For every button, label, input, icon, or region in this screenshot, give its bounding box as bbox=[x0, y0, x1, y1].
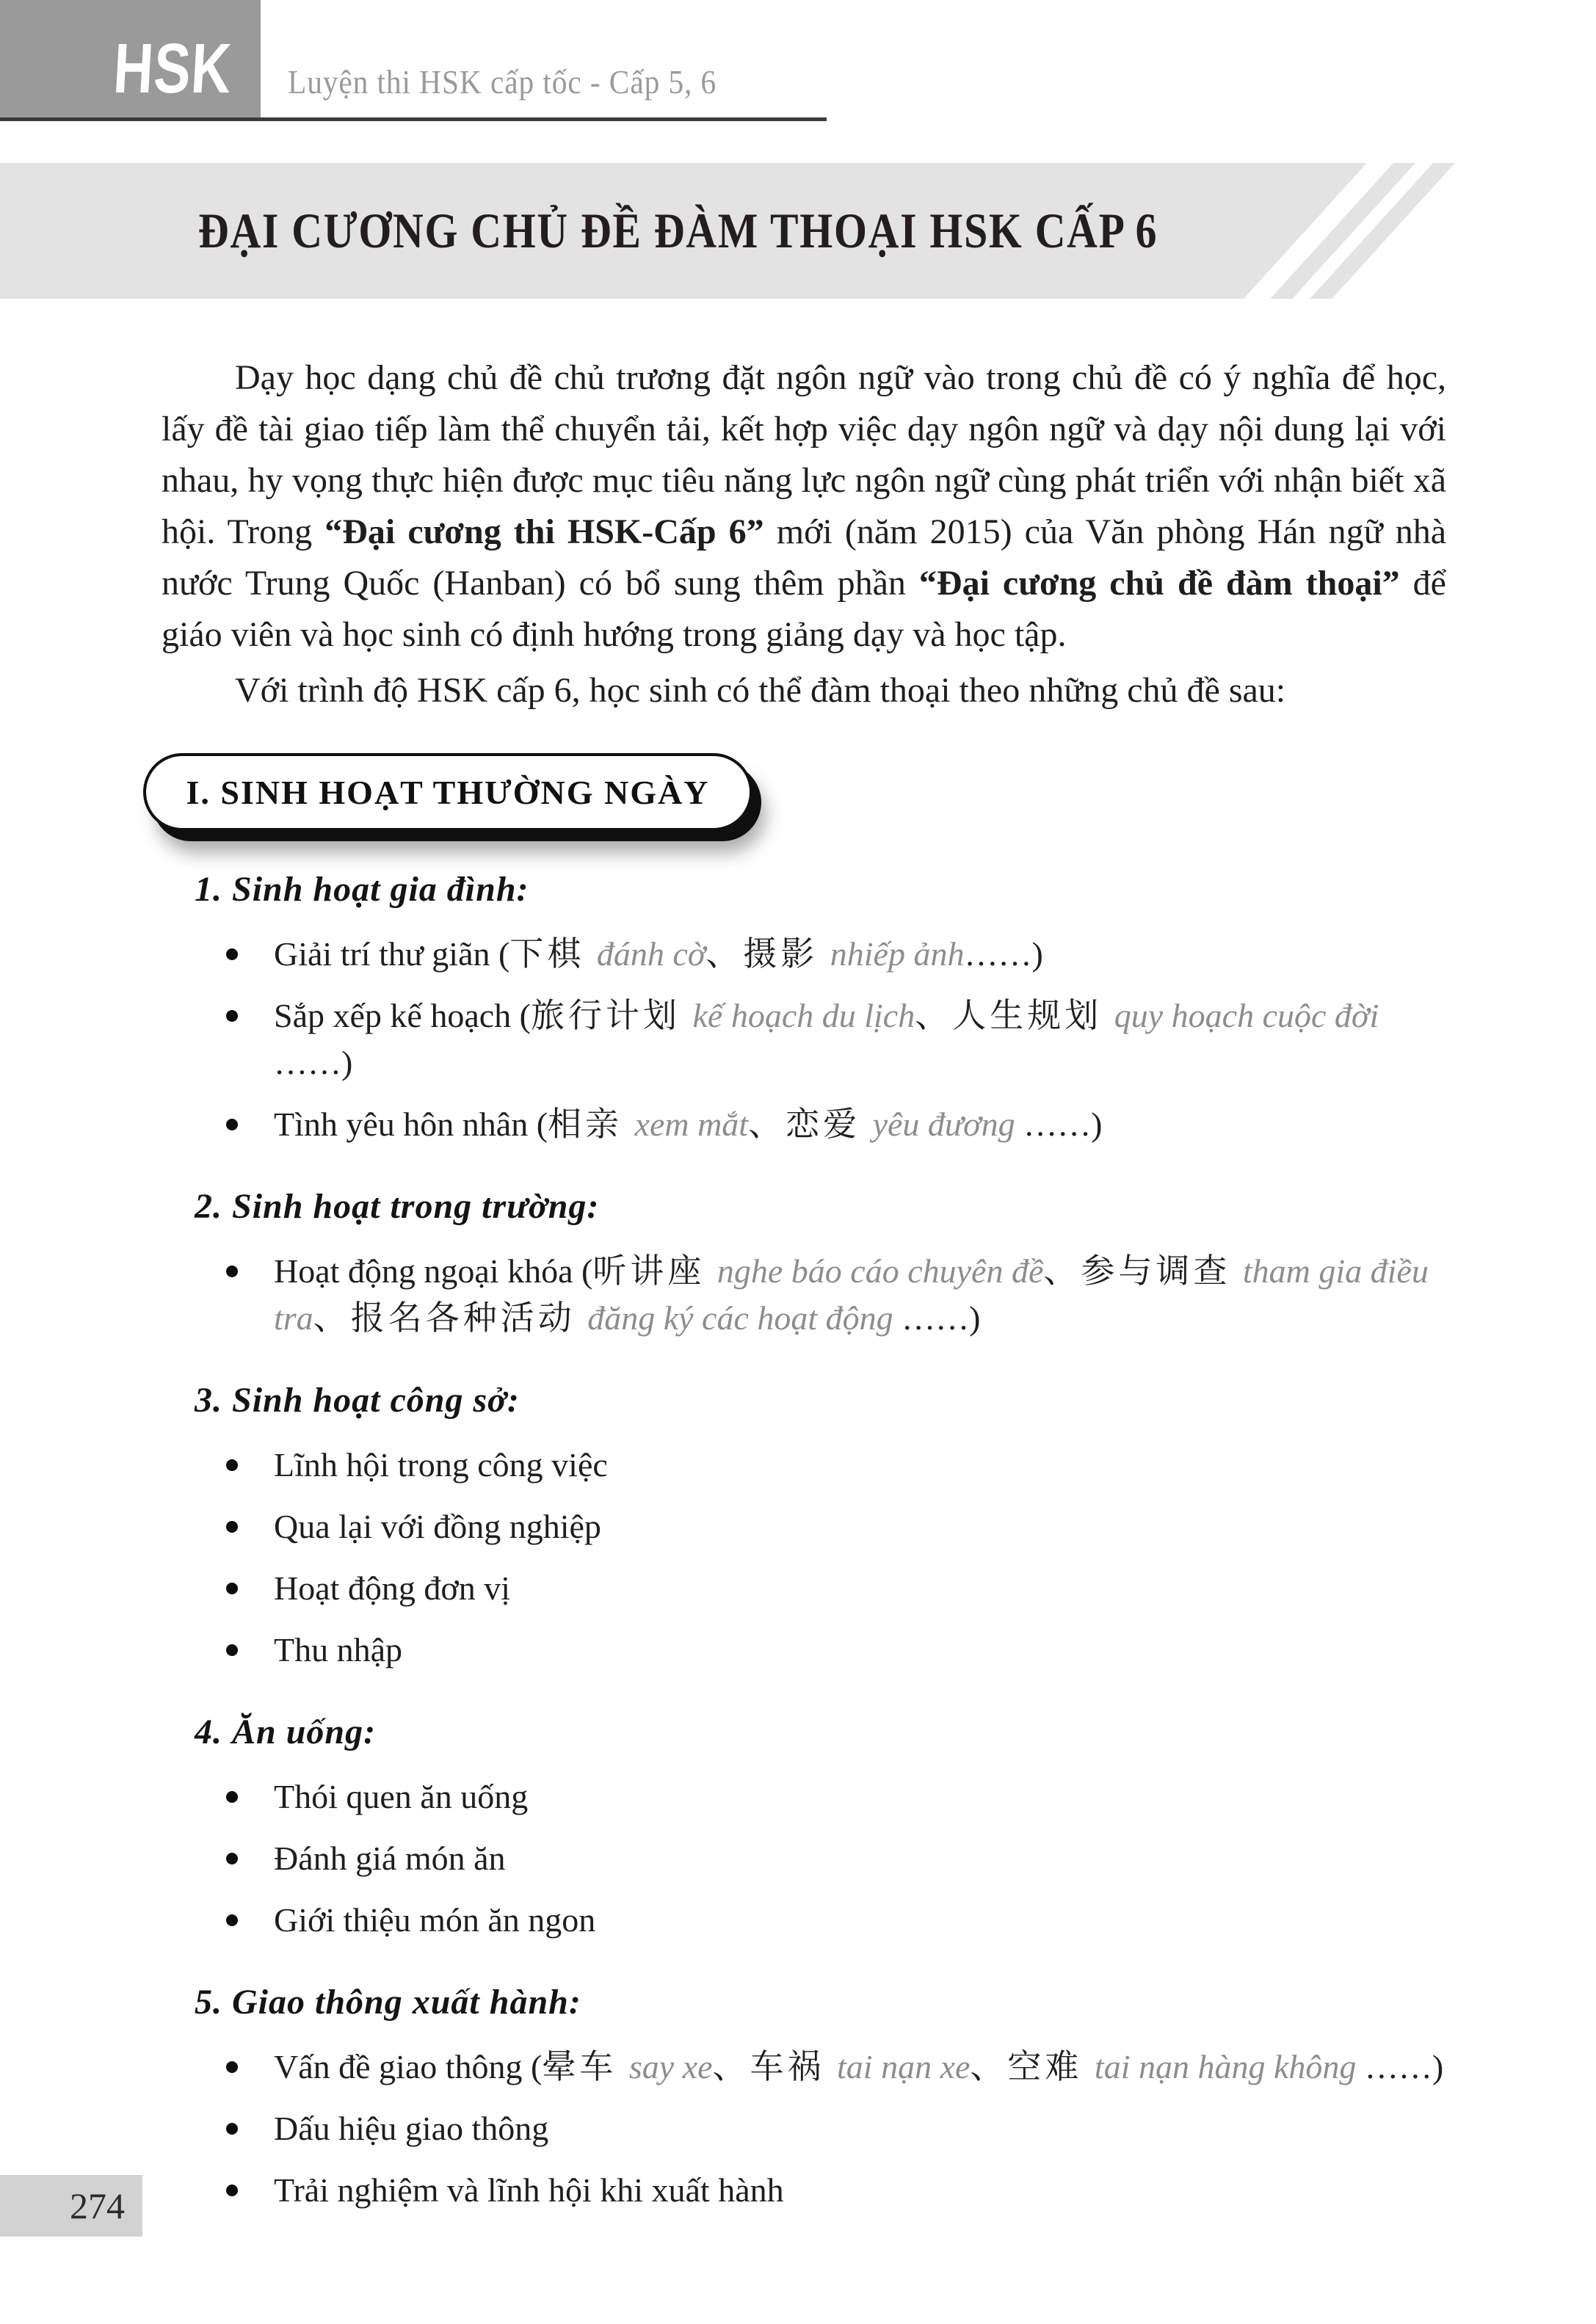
text-segment: ……) bbox=[902, 1299, 981, 1337]
text-segment: “Đại cương thi HSK-Cấp 6” bbox=[324, 512, 764, 551]
text-segment: 、 bbox=[705, 935, 744, 973]
bullet-item bbox=[162, 1773, 1446, 1820]
text-segment: say xe bbox=[628, 2048, 713, 2085]
bullet-item bbox=[162, 1248, 1446, 1342]
text-segment: 、 bbox=[712, 2048, 750, 2085]
text-segment: Lĩnh hội trong công việc bbox=[274, 1446, 608, 1484]
text-segment: Dấu hiệu giao thông bbox=[274, 2110, 549, 2147]
text-segment: Tình yêu hôn nhân ( bbox=[274, 1105, 548, 1143]
text-segment: “Đại cương chủ đề đàm thoại” bbox=[918, 564, 1400, 603]
topic-heading: 1. Sinh hoạt gia đình: bbox=[195, 870, 529, 909]
bullet-item bbox=[162, 1565, 1446, 1612]
chapter-banner bbox=[0, 163, 1596, 299]
topic-bullet-list bbox=[162, 1773, 1446, 1944]
text-segment: 晕车 bbox=[542, 2048, 629, 2085]
text-segment: xem mắt bbox=[634, 1105, 749, 1143]
text-segment: 车祸 bbox=[750, 2048, 838, 2085]
section-banner-label: I. SINH HOẠT THƯỜNG NGÀY bbox=[186, 773, 710, 811]
text-segment: 参与调查 bbox=[1081, 1252, 1243, 1290]
topic-bullet-list bbox=[162, 931, 1446, 1148]
page-number-box bbox=[0, 2175, 142, 2237]
bullet-item bbox=[162, 1897, 1446, 1944]
text-segment: 、 bbox=[748, 1105, 786, 1143]
text-segment: Thu nhập bbox=[274, 1631, 403, 1668]
page-content bbox=[162, 352, 1446, 2229]
text-segment: 报名各种活动 bbox=[350, 1299, 588, 1337]
bullet-item bbox=[162, 931, 1446, 978]
bullet-item bbox=[162, 2044, 1446, 2091]
text-segment: Thói quen ăn uống bbox=[274, 1778, 529, 1815]
text-segment: mới (năm 2015) của Văn phòng Hán ngữ nhà nước Trung Quốc (Hanban) có bổ sung thêm phần bbox=[162, 512, 1447, 603]
bullet-item bbox=[162, 1442, 1446, 1489]
running-header-subtitle: Luyện thi HSK cấp tốc - Cấp 5, 6 bbox=[288, 63, 717, 101]
header-rule bbox=[0, 117, 827, 121]
text-segment: 、 bbox=[915, 997, 953, 1034]
page-number: 274 bbox=[70, 2185, 125, 2226]
text-segment: nhiếp ảnh bbox=[830, 935, 965, 973]
topics-list bbox=[162, 866, 1446, 2214]
bullet-item bbox=[162, 1503, 1446, 1550]
bullet-item bbox=[162, 2105, 1446, 2152]
text-segment: 、 bbox=[970, 2048, 1008, 2085]
text-segment: 空难 bbox=[1007, 2048, 1095, 2085]
topic-bullet-list bbox=[162, 2044, 1446, 2214]
text-segment: tai nạn xe bbox=[837, 2048, 971, 2085]
text-segment: 下棋 bbox=[509, 935, 597, 973]
text-segment: tham gia điều tra bbox=[274, 1252, 1429, 1337]
bullet-item bbox=[162, 2167, 1446, 2214]
chapter-title: ĐẠI CƯƠNG CHỦ ĐỀ ĐÀM THOẠI HSK CẤP 6 bbox=[198, 203, 1158, 258]
text-segment: ……) bbox=[964, 935, 1043, 973]
intro-paragraph-1 bbox=[162, 352, 1446, 661]
text-segment: kế hoạch du lịch bbox=[692, 997, 915, 1034]
text-segment: 相亲 bbox=[548, 1105, 635, 1143]
text-segment: 旅行计划 bbox=[531, 997, 693, 1034]
text-segment: Đánh giá món ăn bbox=[274, 1840, 506, 1877]
bullet-item bbox=[162, 1101, 1446, 1148]
bullet-item bbox=[162, 1627, 1446, 1674]
topic-bullet-list bbox=[162, 1248, 1446, 1342]
bullet-item bbox=[162, 1835, 1446, 1882]
text-segment: 听讲座 bbox=[592, 1252, 717, 1290]
text-segment: 、 bbox=[313, 1299, 351, 1337]
text-segment: Qua lại với đồng nghiệp bbox=[274, 1508, 601, 1545]
text-segment: yêu đương bbox=[872, 1105, 1024, 1143]
hsk-logo-box bbox=[0, 0, 261, 120]
topic-bullet-list bbox=[162, 1442, 1446, 1674]
text-segment: để giáo viên và học sinh có định hướng trong giảng dạy và học tập. bbox=[162, 564, 1446, 654]
topic-heading: 4. Ăn uống: bbox=[195, 1713, 377, 1751]
text-segment: 、 bbox=[1043, 1252, 1081, 1290]
text-segment: đăng ký các hoạt động bbox=[587, 1299, 902, 1337]
text-segment: Giải trí thư giãn ( bbox=[274, 935, 510, 973]
bullet-item bbox=[162, 992, 1446, 1086]
topic-heading: 2. Sinh hoạt trong trường: bbox=[195, 1187, 600, 1226]
topic-heading: 3. Sinh hoạt công sở: bbox=[195, 1381, 520, 1420]
text-segment: Vấn đề giao thông ( bbox=[274, 2048, 543, 2085]
text-segment: 恋爱 bbox=[786, 1105, 873, 1143]
text-segment: tai nạn hàng không bbox=[1094, 2048, 1365, 2085]
text-segment: quy hoạch cuộc đời bbox=[1114, 997, 1379, 1034]
text-segment: Hoạt động đơn vị bbox=[274, 1569, 511, 1607]
text-segment: ……) bbox=[1023, 1105, 1103, 1143]
intro-paragraph-2: Với trình độ HSK cấp 6, học sinh có thể đàm thoại theo những chủ đề sau: bbox=[235, 671, 1286, 710]
text-segment: Giới thiệu món ăn ngon bbox=[274, 1901, 596, 1939]
text-segment: ……) bbox=[274, 1044, 353, 1081]
text-segment: Dạy học dạng chủ đề chủ trương đặt ngôn ngữ vào trong chủ đề có ý nghĩa để học, lấy đề tài giao tiếp làm thể chuyển tải, kết hợp việc dạy ngôn ngữ và dạy nội dung lại với nhau, hy vọng thực hiện được mục tiêu năng lực ngôn ngữ cùng phát triển với nhận biết xã hội. Trong bbox=[162, 358, 1446, 551]
text-segment: ……) bbox=[1364, 2048, 1444, 2085]
text-segment: Sắp xếp kế hoạch ( bbox=[274, 997, 531, 1034]
section-banner bbox=[143, 753, 752, 831]
text-segment: Hoạt động ngoại khóa ( bbox=[274, 1252, 593, 1290]
text-segment: 摄影 bbox=[743, 935, 830, 973]
text-segment: 人生规划 bbox=[952, 997, 1114, 1034]
hsk-logo-text: HSK bbox=[112, 29, 234, 108]
topic-heading: 5. Giao thông xuất hành: bbox=[195, 1983, 581, 2022]
text-segment: nghe báo cáo chuyên đề bbox=[717, 1252, 1044, 1290]
text-segment: đánh cờ bbox=[596, 935, 706, 973]
text-segment: Trải nghiệm và lĩnh hội khi xuất hành bbox=[274, 2171, 784, 2209]
